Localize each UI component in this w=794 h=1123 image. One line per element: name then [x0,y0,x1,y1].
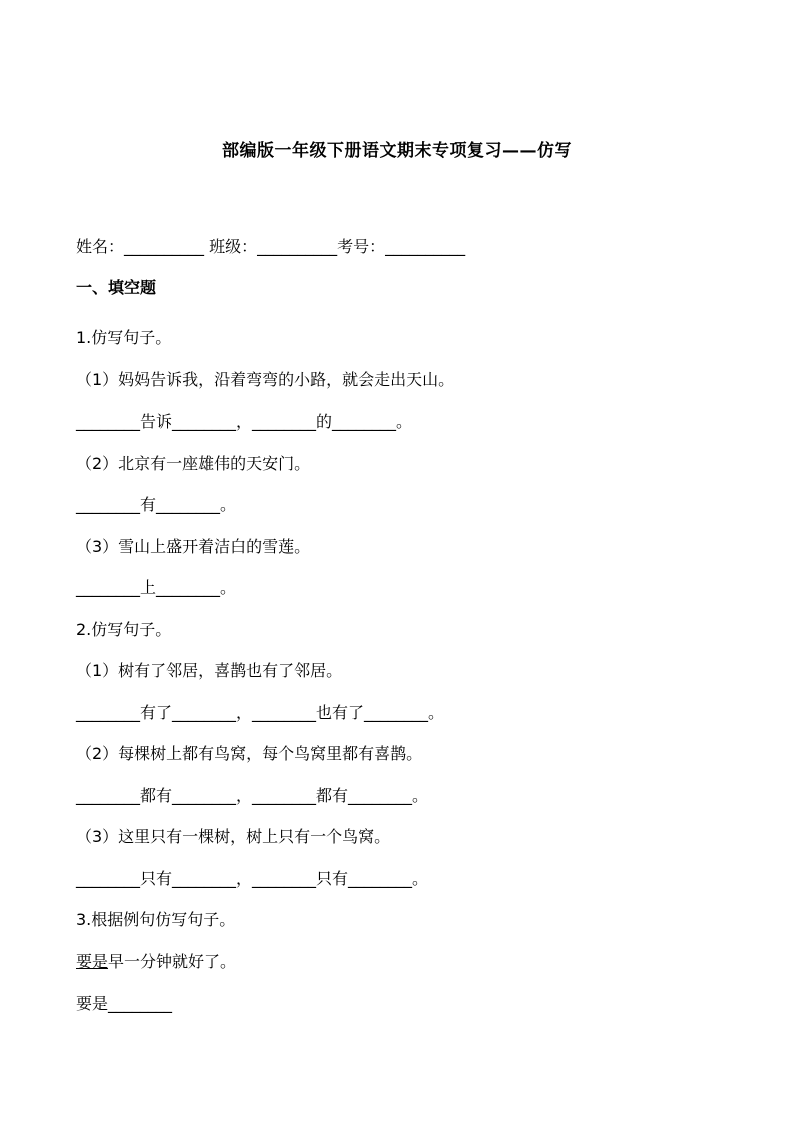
question-1-3-blank[interactable]: ________上________。 [76,578,237,597]
question-1-label: 1.仿写句子。 [76,328,172,347]
question-2-2-blank[interactable]: ________都有________，________都有________。 [76,786,429,805]
question-1-1-blank[interactable]: ________告诉________，________的________。 [76,412,413,431]
question-3-blank[interactable]: 要是________ [76,994,173,1013]
question-1-2-example: （2）北京有一座雄伟的天安门。 [76,454,311,473]
question-2-1-example: （1）树有了邻居，喜鹊也有了邻居。 [76,661,343,680]
example-underlined-word: 要是 [76,952,109,971]
page-title: 部编版一年级下册语文期末专项复习——仿写 [222,141,572,161]
example-rest-text: 早一分钟就好了。 [108,952,237,971]
question-3-label: 3.根据例句仿写句子。 [76,910,236,929]
question-2-label: 2.仿写句子。 [76,620,172,639]
question-2-2-example: （2）每棵树上都有鸟窝，每个鸟窝里都有喜鹊。 [76,744,423,763]
student-info-line: 姓名：__________ 班级：__________考号：__________ [76,237,466,256]
question-2-3-example: （3）这里只有一棵树，树上只有一个鸟窝。 [76,827,391,846]
question-1-1-example: （1）妈妈告诉我，沿着弯弯的小路，就会走出天山。 [76,370,455,389]
question-2-1-blank[interactable]: ________有了________，________也有了________。 [76,703,445,722]
question-1-3-example: （3）雪山上盛开着洁白的雪莲。 [76,537,311,556]
question-2-3-blank[interactable]: ________只有________，________只有________。 [76,869,429,888]
question-1-2-blank[interactable]: ________有________。 [76,495,237,514]
section-heading: 一、填空题 [76,278,157,297]
question-3-example [76,951,236,973]
